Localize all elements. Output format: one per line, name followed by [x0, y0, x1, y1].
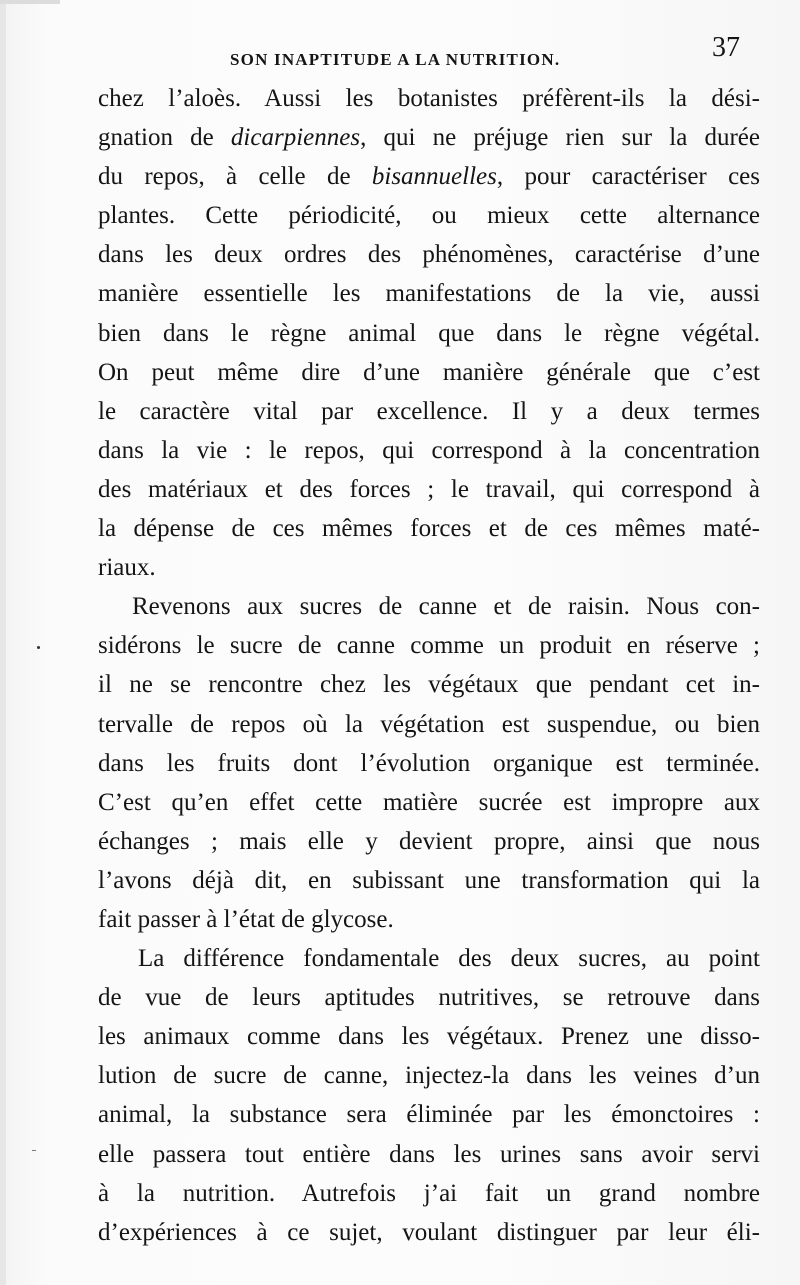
text-run: , qui ne préjuge rien sur la durée	[360, 124, 760, 152]
paragraph-2	[98, 587, 760, 939]
text-line: fait passer à l’état de glycose.	[98, 905, 394, 933]
text-line: de vue de leurs aptitudes nutritives, se retrouve dans	[98, 984, 760, 1012]
emphasis-term: bisannuelles	[371, 163, 497, 191]
text-line: C’est qu’en effet cette matière sucrée est impropre aux	[98, 788, 760, 816]
text-line: La différence fondamentale des deux sucres, au point	[138, 945, 760, 973]
text-line: dans les deux ordres des phénomènes, caractérise d’une	[98, 241, 760, 269]
text-line: le caractère vital par excellence. Il y a deux termes	[98, 397, 760, 425]
page-top-edge	[0, 0, 60, 4]
text-line: d’expériences à ce sujet, voulant distinguer par leur éli-	[98, 1218, 760, 1246]
text-line: On peut même dire d’une manière générale que c’est	[98, 358, 760, 386]
text-line: Revenons aux sucres de canne et de raisin. Nous con-	[132, 593, 760, 621]
text-line: l’avons déjà dit, en subissant une transformation qui la	[98, 866, 760, 894]
text-line: plantes. Cette périodicité, ou mieux cette alternance	[98, 202, 760, 230]
text-line: à la nutrition. Autrefois j’ai fait un grand nombre	[98, 1179, 760, 1207]
text-line: dans les fruits dont l’évolution organique est terminée.	[98, 749, 760, 777]
text-line: animal, la substance sera éliminée par les émonctoires :	[98, 1101, 760, 1129]
running-title: SON INAPTITUDE A LA NUTRITION.	[230, 50, 561, 69]
page-number: 37	[712, 32, 740, 63]
text-run: , pour caractériser ces	[496, 163, 760, 191]
text-line: des matériaux et des forces ; le travail, qui correspond à	[98, 475, 760, 503]
margin-mark	[32, 1150, 36, 1151]
emphasis-term: dicarpiennes	[230, 124, 361, 152]
text-line	[98, 118, 760, 157]
text-line: sidérons le sucre de canne comme un produit en réserve ;	[98, 632, 760, 660]
text-run: du repos, à celle de	[98, 163, 372, 191]
text-line: lution de sucre de canne, injectez-la dans les veines d’un	[98, 1062, 760, 1090]
text-line: manière essentielle les manifestations de la vie, aussi	[98, 280, 760, 308]
text-line: il ne se rencontre chez les végétaux que pendant cet in-	[98, 671, 760, 699]
body-text	[98, 79, 760, 1252]
text-line: bien dans le règne animal que dans le règne végétal.	[98, 319, 760, 347]
text-run: gnation de	[98, 124, 231, 152]
text-line: elle passera tout entière dans les urines sans avoir servi	[98, 1140, 760, 1168]
text-line: dans la vie : le repos, qui correspond à la concentration	[98, 436, 760, 464]
text-line: échanges ; mais elle y devient propre, ainsi que nous	[98, 827, 760, 855]
text-line: la dépense de ces mêmes forces et de ces mêmes maté-	[98, 515, 760, 543]
text-line: les animaux comme dans les végétaux. Prenez une disso-	[98, 1023, 760, 1051]
text-line: riaux.	[98, 554, 156, 582]
paragraph-3	[98, 939, 760, 1252]
text-line: tervalle de repos où la végétation est suspendue, ou bien	[98, 710, 760, 738]
paragraph-1	[98, 79, 760, 587]
text-line: chez l’aloès. Aussi les botanistes préfèrent-ils la dési-	[98, 85, 760, 112]
margin-mark	[37, 646, 40, 649]
text-line	[98, 157, 760, 196]
page-left-edge	[0, 0, 6, 1285]
